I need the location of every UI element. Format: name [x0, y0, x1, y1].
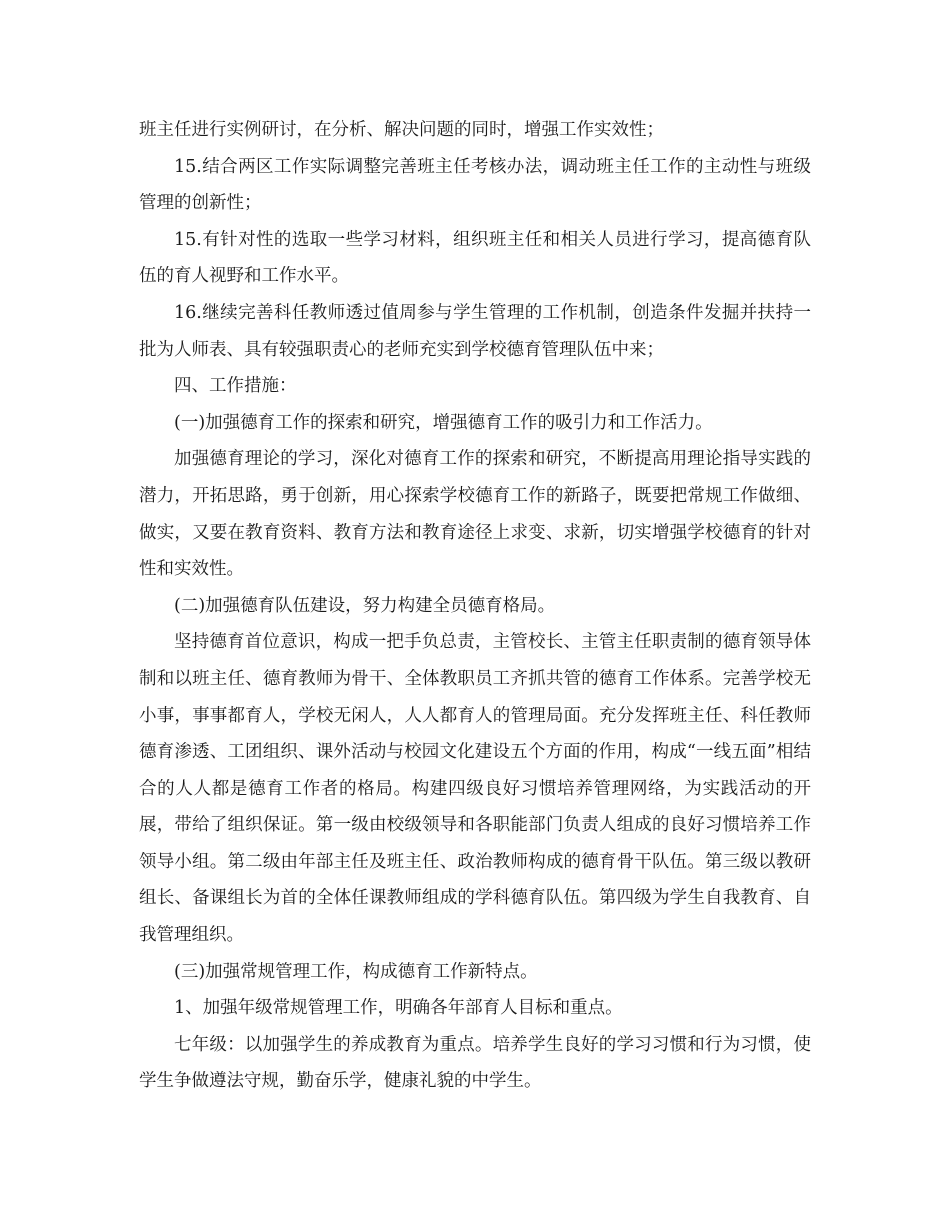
paragraph-team: 坚持德育首位意识，构成一把手负总责，主管校长、主管主任职责制的德育领导体制和以班主任、德育教师为骨干、全体教职员工齐抓共管的德育工作体系。完善学校无小事，事事都育人，学校无闲人，人人都育人的管理局面。充分发挥班主任、科任教师德育渗透、工团组织、课外活动与校园文化建设五个方面的作用，构成“一线五面”相结合的人人都是德育工作者的格局。构建四级良好习惯培养管理网络，为实践活动的开展，带给了组织保证。第一级由校级领导和各职能部门负责人组成的良好习惯培养工作领导小组。第二级由年部主任及班主任、政治教师构成的德育骨干队伍。第三级以教研组长、备课组长为首的全体任课教师组成的学科德育队伍。第四级为学生自我教育、自我管理组织。 [139, 632, 811, 946]
subheading-three: (三)加强常规管理工作，构成德育工作新特点。 [174, 961, 538, 982]
paragraph-item-16: 16.继续完善科任教师透过值周参与学生管理的工作机制，创造条件发掘并扶持一批为人师表、具有较强职责心的老师充实到学校德育管理队伍中来； [139, 302, 811, 360]
paragraph-grade-management: 1、加强年级常规管理工作，明确各年部育人目标和重点。 [174, 998, 623, 1019]
paragraph-theory: 加强德育理论的学习，深化对德育工作的探索和研究，不断提高用理论指导实践的潜力，开拓思路，勇于创新，用心探索学校德育工作的新路子，既要把常规工作做细、做实，又要在教育资料、教育方法和教育途径上求变、求新，切实增强学校德育的针对性和实效性。 [139, 449, 811, 580]
document-body [139, 112, 811, 1100]
paragraph-grade-seven: 七年级：以加强学生的养成教育为重点。培养学生良好的学习习惯和行为习惯，使学生争做遵法守规，勤奋乐学，健康礼貌的中学生。 [139, 1034, 811, 1092]
section-heading-measures: 四、工作措施： [174, 376, 297, 397]
paragraph-item-15-assessment: 15.结合两区工作实际调整完善班主任考核办法，调动班主任工作的主动性与班级管理的创新性； [139, 156, 811, 214]
subheading-one: (一)加强德育工作的探索和研究，增强德育工作的吸引力和工作活力。 [174, 412, 713, 433]
paragraph-item-15-study: 15.有针对性的选取一些学习材料，组织班主任和相关人员进行学习，提高德育队伍的育人视野和工作水平。 [139, 229, 811, 287]
paragraph-continuation: 班主任进行实例研讨，在分析、解决问题的同时，增强工作实效性； [139, 120, 664, 140]
subheading-two: (二)加强德育队伍建设，努力构建全员德育格局。 [174, 595, 556, 616]
